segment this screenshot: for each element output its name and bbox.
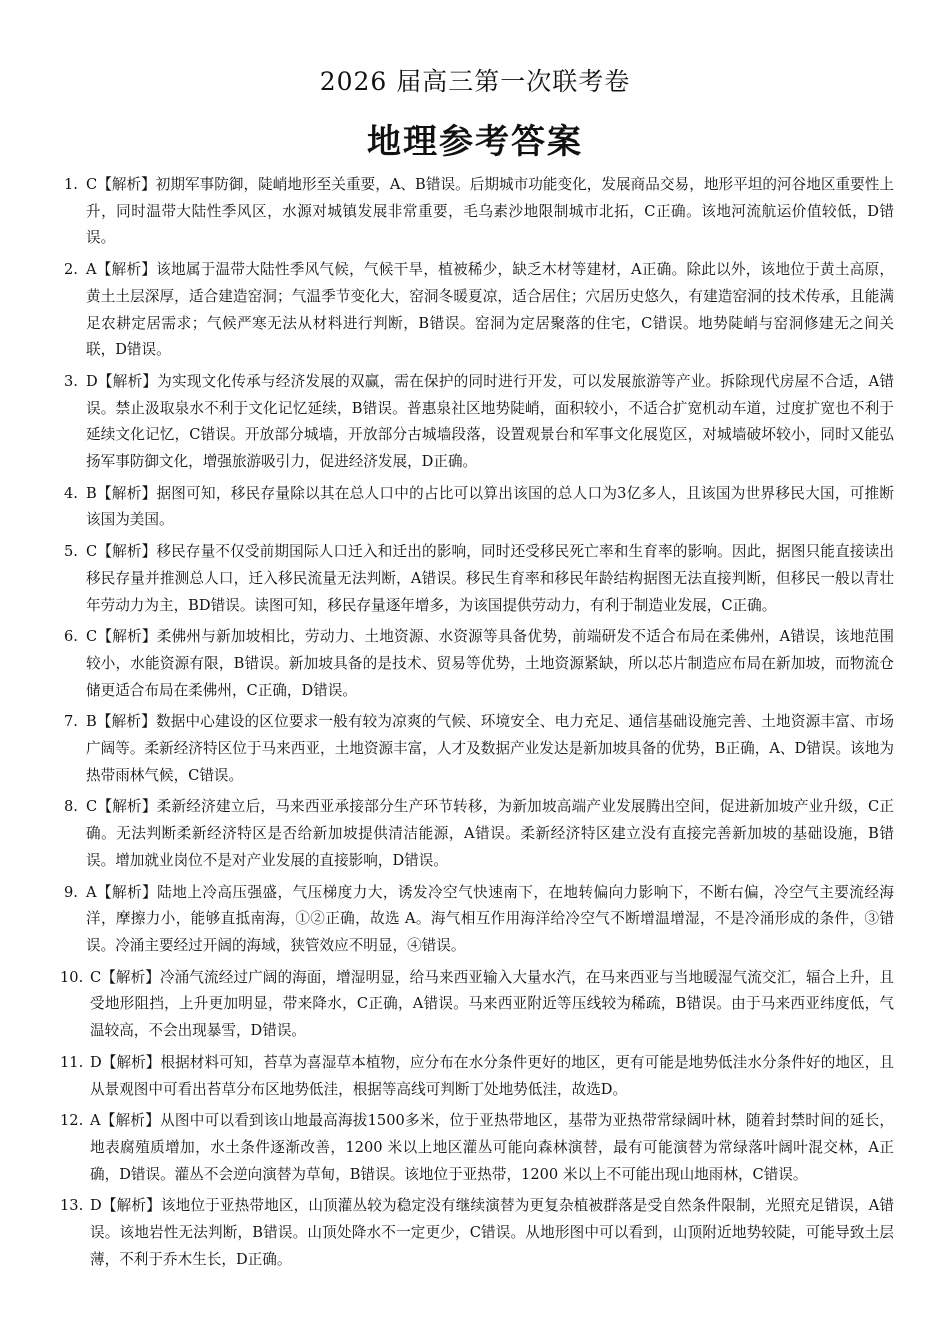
- answer-number: 6.: [64, 628, 78, 646]
- answer-item: [64, 794, 894, 874]
- answer-number: 13.: [60, 1197, 84, 1215]
- answer-text: C【解析】柔佛州与新加坡相比，劳动力、土地资源、水资源等具备优势，前端研发不适合布局在柔佛州，A错误，该地范围较小，水能资源有限，B错误。新加坡具备的是技术、贸易等优势，土地资源紧缺，所以芯片制造应布局在新加坡，而物流仓储更适合布局在柔佛州，C正确，D错误。: [86, 628, 894, 699]
- answer-text: C【解析】冷涌气流经过广阔的海面，增湿明显，给马来西亚输入大量水汽，在马来西亚与当地暖湿气流交汇，辐合上升，且受地形阻挡，上升更加明显，带来降水，C正确，A错误。马来西亚附近等压线较为稀疏，B错误。由于马来西亚纬度低，气温较高，不会出现暴雪，D错误。: [90, 968, 894, 1040]
- answer-number: 5.: [64, 543, 78, 561]
- answer-number: 11.: [60, 1053, 84, 1071]
- answer-list: [60, 172, 894, 1278]
- answer-text: D【解析】为实现文化传承与经济发展的双赢，需在保护的同时进行开发，可以发展旅游等产业。拆除现代房屋不合适，A错误。禁止汲取泉水不利于文化记忆延续，B错误。普惠泉社区地势陡峭，面积较小，不适合扩宽机动车道，过度扩宽也不利于延续文化记忆，C错误。开放部分城墙，开放部分古城墙段落，设置观景台和军事文化展览区，对城墙破坏较小，同时又能弘扬军事防御文化，增强旅游吸引力，促进经济发展，D正确。: [86, 372, 894, 471]
- answer-number: 9.: [64, 883, 78, 901]
- answer-item: [64, 539, 894, 619]
- answer-number: 7.: [64, 713, 78, 731]
- answer-text: A【解析】从图中可以看到该山地最高海拔1500多米，位于亚热带地区，基带为亚热带常绿阔叶林，随着封禁时间的延长，地表腐殖质增加，水土条件逐渐改善，1200 米以上地区灌丛可能向森林演替，最有可能演替为常绿落叶阔叶混交林，A正确，D错误。灌丛不会逆向演替为草甸，B错误。该地位于亚热带，1200 米以上不可能出现山地雨林，C错误。: [90, 1112, 894, 1183]
- answer-text: A【解析】该地属于温带大陆性季风气候，气候干旱，植被稀少，缺乏木材等建材，A正确。除此以外，该地位于黄土高原，黄土土层深厚，适合建造窑洞；气温季节变化大，窑洞冬暖夏凉，适合居住；穴居历史悠久，有建造窑洞的技术传承，且能满足农耕定居需求；气候严寒无法从材料进行判断，B错误。窑洞为定居聚落的住宅，C错误。地势陡峭与窑洞修建无之间关联，D错误。: [86, 261, 894, 359]
- answer-number: 10.: [60, 968, 84, 986]
- answer-number: 8.: [64, 798, 78, 816]
- answer-number: 3.: [64, 372, 78, 390]
- answer-item: [64, 624, 894, 704]
- answer-item: [60, 1108, 894, 1188]
- answer-number: 4.: [64, 484, 78, 502]
- answer-item: [64, 880, 894, 960]
- answer-text: A【解析】陆地上冷高压强盛，气压梯度力大，诱发冷空气快速南下，在地转偏向力影响下，不断右偏，冷空气主要流经海洋，摩擦力小，能够直抵南海，①②正确，故选 A。海气相互作用海洋给冷空气不断增温增湿，不是冷涌形成的条件，③错误。冷涌主要经过开阔的海域，狭管效应不明显，④错误。: [86, 883, 894, 954]
- answer-text: D【解析】根据材料可知，苔草为喜湿草本植物，应分布在水分条件更好的地区，更有可能是地势低洼水分条件好的地区，且从景观图中可看出苔草分布区地势低洼，根据等高线可判断丁处地势低洼，故选D。: [90, 1053, 894, 1098]
- answer-number: 12.: [60, 1112, 84, 1130]
- answer-item: [64, 481, 894, 534]
- answer-item: [64, 369, 894, 476]
- page-title: 地理参考答案: [367, 122, 583, 162]
- answer-text: C【解析】初期军事防御，陡峭地形至关重要，A、B错误。后期城市功能变化，发展商品交易，地形平坦的河谷地区重要性上升，同时温带大陆性季风区，水源对城镇发展非常重要，毛乌素沙地限制城市北拓，C正确。该地河流航运价值较低，D错误。: [86, 176, 894, 247]
- exam-subtitle: 2026 届高三第一次联考卷: [319, 67, 631, 96]
- answer-item: [64, 257, 894, 364]
- answer-item: [64, 172, 894, 252]
- answer-text: D【解析】该地位于亚热带地区，山顶灌丛较为稳定没有继续演替为更复杂植被群落是受自然条件限制，光照充足错误，A错误。该地岩性无法判断，B错误。山顶处降水不一定更少，C错误。从地形图中可以看到，山顶附近地势较陡，可能导致土层薄，不利于乔木生长，D正确。: [90, 1197, 894, 1268]
- answer-item: [60, 1193, 894, 1273]
- answer-number: 2.: [64, 261, 78, 279]
- answer-item: [60, 1050, 894, 1103]
- answer-text: C【解析】柔新经济建立后，马来西亚承接部分生产环节转移，为新加坡高端产业发展腾出空间，促进新加坡产业升级，C正确。无法判断柔新经济特区是否给新加坡提供清洁能源，A错误。柔新经济特区建立没有直接完善新加坡的基础设施，B错误。增加就业岗位不是对产业发展的直接影响，D错误。: [86, 798, 894, 869]
- answer-item: [60, 965, 894, 1045]
- answer-text: B【解析】数据中心建设的区位要求一般有较为凉爽的气候、环境安全、电力充足、通信基础设施完善、土地资源丰富、市场广阔等。柔新经济特区位于马来西亚，土地资源丰富，人才及数据产业发达是新加坡具备的优势，B正确，A、D错误。该地为热带雨林气候，C错误。: [86, 713, 894, 784]
- answer-text: B【解析】据图可知，移民存量除以其在总人口中的占比可以算出该国的总人口为3亿多人，且该国为世界移民大国，可推断该国为美国。: [86, 484, 894, 529]
- answer-number: 1.: [64, 176, 78, 193]
- answer-text: C【解析】移民存量不仅受前期国际人口迁入和迁出的影响，同时还受移民死亡率和生育率的影响。因此，据图只能直接读出移民存量并推测总人口，迁入移民流量无法判断，A错误。移民生育率和移民年龄结构据图无法直接判断，但移民一般以青壮年劳动力为主，BD错误。读图可知，移民存量逐年增多，为该国提供劳动力，有利于制造业发展，C正确。: [86, 543, 894, 614]
- answer-item: [64, 709, 894, 789]
